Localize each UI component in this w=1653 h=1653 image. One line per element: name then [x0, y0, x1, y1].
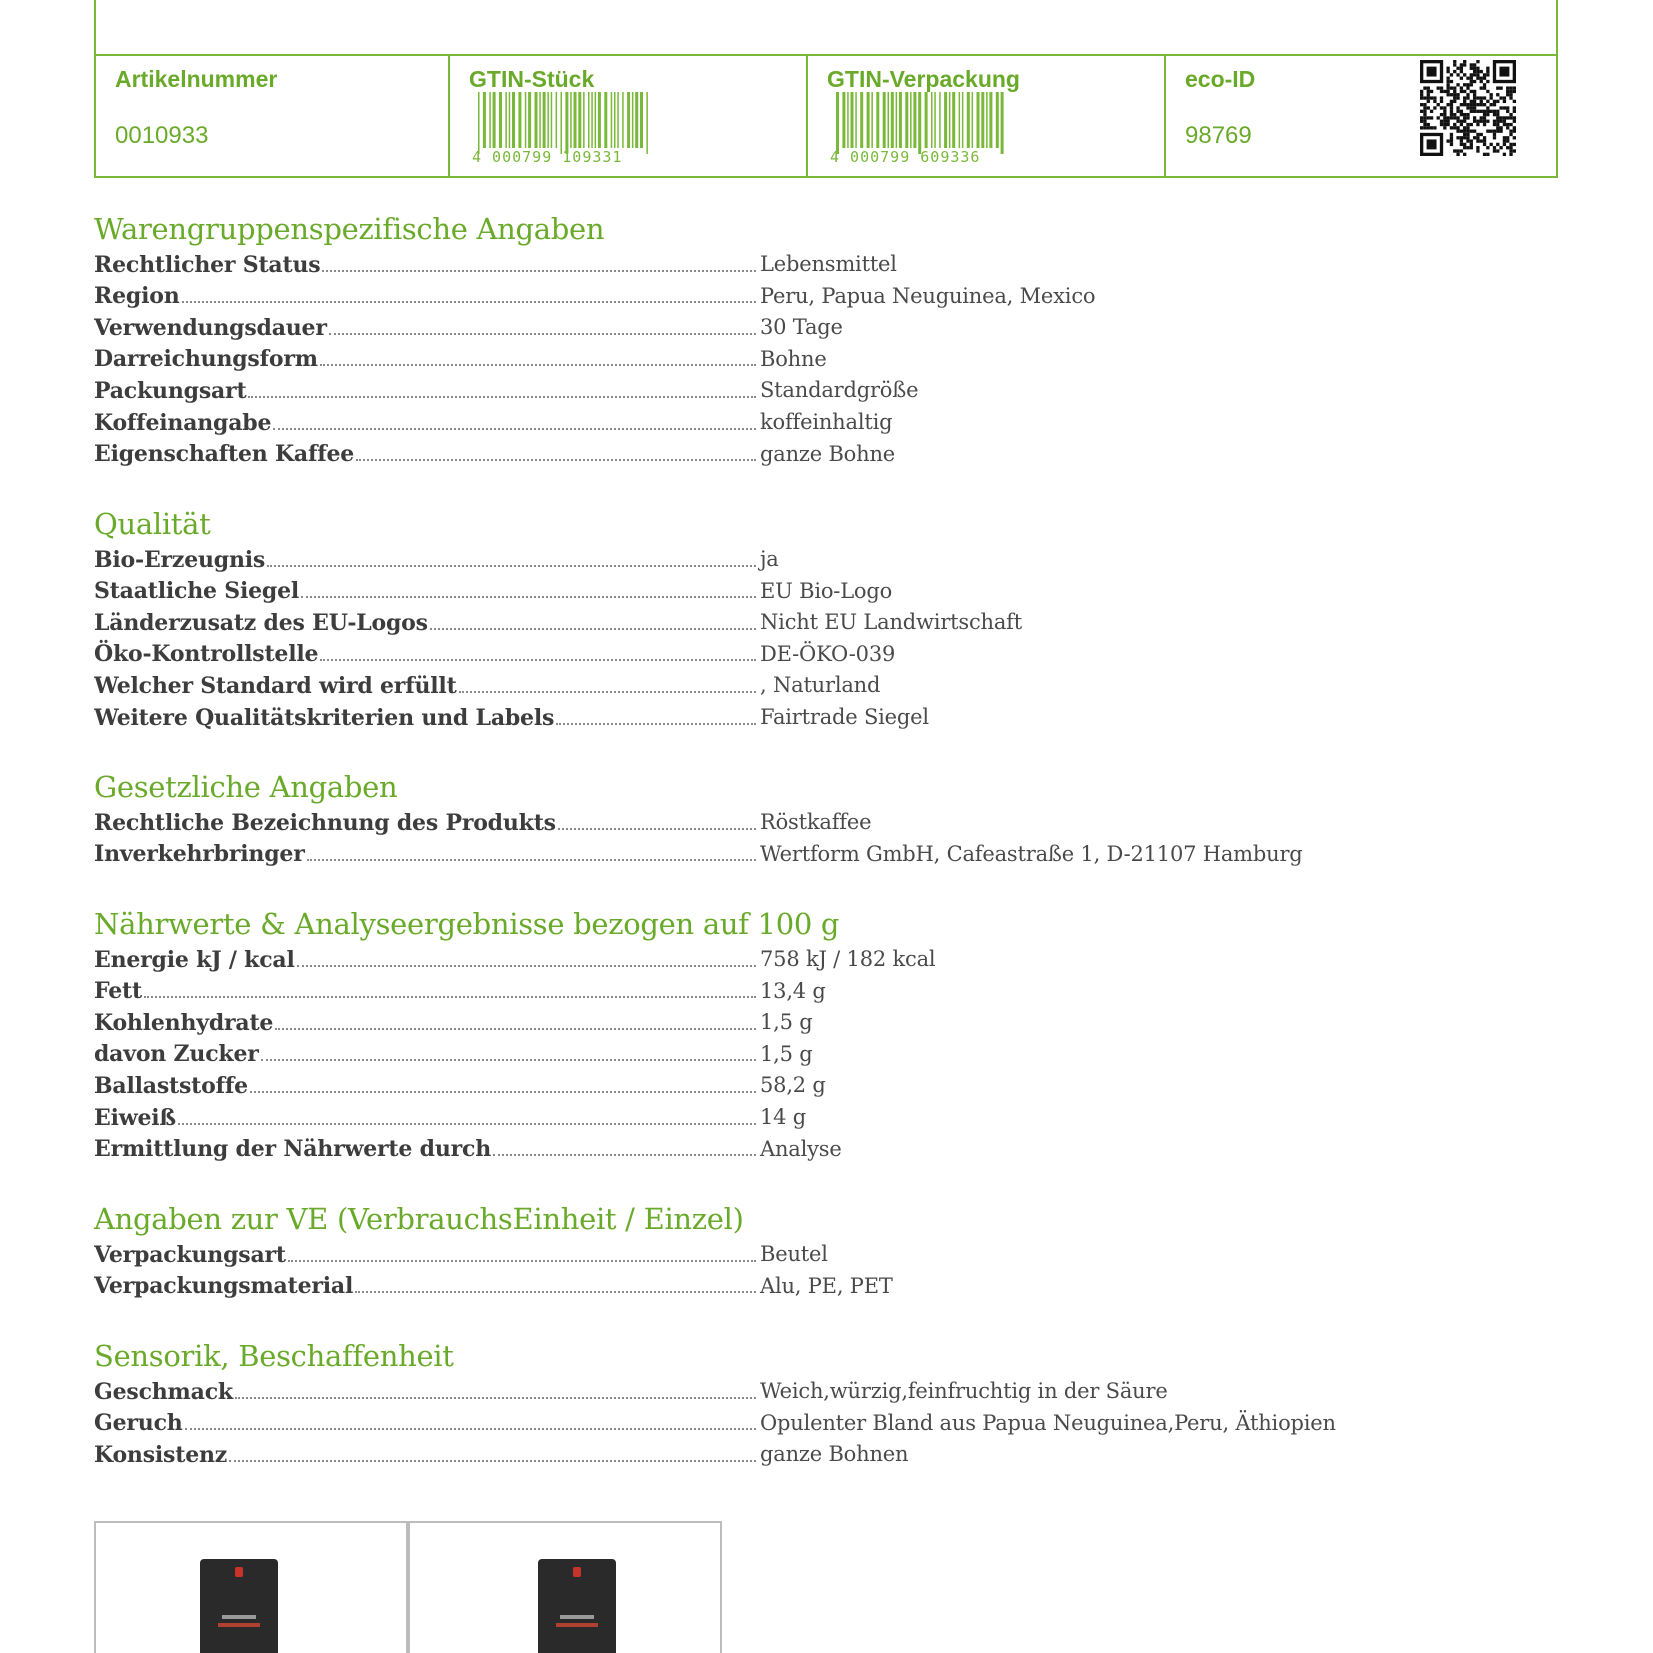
- spec-key: [94, 1004, 756, 1036]
- spec-value: 13,4 g: [760, 978, 826, 1003]
- spec-value: , Naturland: [760, 673, 881, 698]
- spec-key: [94, 1036, 756, 1068]
- spec-key-label: Rechtlicher Status: [94, 251, 321, 278]
- dot-leader: [144, 996, 756, 998]
- dot-leader: [320, 659, 756, 661]
- dot-leader: [493, 1154, 756, 1156]
- dot-leader: [267, 565, 756, 567]
- spec-key: [94, 1131, 756, 1163]
- dot-leader: [355, 1291, 756, 1293]
- dot-leader: [250, 1091, 756, 1093]
- spec-key: [94, 836, 756, 868]
- spec-value: 14 g: [760, 1104, 807, 1129]
- spec-key-label: Bio-Erzeugnis: [94, 546, 266, 573]
- spec-row: [94, 636, 1494, 668]
- gtin-piece-barcode: [472, 92, 652, 164]
- spec-key-label: Geruch: [94, 1410, 183, 1437]
- dot-leader: [288, 1260, 756, 1262]
- spec-row: [94, 1405, 1494, 1437]
- spec-value: 1,5 g: [760, 1010, 813, 1035]
- spec-key-label: Ballaststoffe: [94, 1072, 248, 1099]
- spec-value: DE-ÖKO-039: [760, 641, 896, 666]
- spec-key-label: Länderzusatz des EU-Logos: [94, 609, 428, 636]
- spec-row: [94, 667, 1494, 699]
- spec-row: [94, 404, 1494, 436]
- spec-row: [94, 1268, 1494, 1300]
- spec-value: Wertform GmbH, Cafeastraße 1, D-21107 Hamburg: [760, 841, 1303, 866]
- dot-leader: [248, 396, 756, 398]
- spec-row: [94, 836, 1494, 868]
- gtin-package-cell: [806, 56, 1166, 176]
- dot-leader: [178, 1123, 756, 1125]
- dot-leader: [356, 459, 756, 461]
- dot-leader: [307, 859, 756, 861]
- section-quality: [94, 507, 1494, 731]
- gtin-package-label: GTIN-Verpackung: [827, 66, 1020, 92]
- spec-key: [94, 436, 756, 468]
- spec-key-label: Energie kJ / kcal: [94, 946, 295, 973]
- section-nutrition: [94, 907, 1494, 1162]
- spec-row: [94, 246, 1494, 278]
- spec-key: [94, 636, 756, 668]
- qr-code-icon: [1420, 60, 1516, 156]
- section-product-group: [94, 212, 1494, 467]
- spec-key-label: Verwendungsdauer: [94, 314, 327, 341]
- dot-leader: [229, 1460, 756, 1462]
- spec-key-label: Eigenschaften Kaffee: [94, 441, 355, 468]
- spec-key-label: Packungsart: [94, 377, 247, 404]
- spec-key: [94, 1405, 756, 1437]
- spec-value: 758 kJ / 182 kcal: [760, 947, 936, 971]
- spec-key: [94, 699, 756, 731]
- spec-key-label: Staatliche Siegel: [94, 578, 300, 605]
- spec-key: [94, 941, 756, 973]
- section-title: Gesetzliche Angaben: [94, 770, 398, 804]
- spec-row: [94, 541, 1494, 573]
- spec-row: [94, 1236, 1494, 1268]
- article-number-label: Artikelnummer: [115, 66, 278, 92]
- spec-row: [94, 309, 1494, 341]
- spec-row: [94, 278, 1494, 310]
- spec-value: ganze Bohnen: [760, 1442, 909, 1467]
- spec-row: [94, 699, 1494, 731]
- spec-row: [94, 341, 1494, 373]
- dot-leader: [329, 333, 756, 335]
- coffee-bag-image: [538, 1559, 616, 1653]
- spec-row: [94, 604, 1494, 636]
- spec-key-label: Inverkehrbringer: [94, 841, 305, 868]
- spec-row: [94, 1099, 1494, 1131]
- article-number-cell: [96, 56, 450, 176]
- gtin-piece-label: GTIN-Stück: [469, 66, 595, 92]
- spec-row: [94, 1131, 1494, 1163]
- spec-key: [94, 1268, 756, 1300]
- spec-value: Röstkaffee: [760, 810, 872, 834]
- spec-row: [94, 941, 1494, 973]
- spec-key: [94, 278, 756, 310]
- spec-value: koffeinhaltig: [760, 409, 893, 434]
- spec-key: [94, 973, 756, 1005]
- section-title: Qualität: [94, 507, 211, 541]
- gtin-package-barcode: [830, 92, 1010, 164]
- spec-key: [94, 1067, 756, 1099]
- coffee-bag-image: [200, 1559, 278, 1653]
- section-sensory: [94, 1339, 1494, 1468]
- dot-leader: [275, 1028, 756, 1030]
- spec-value: Bohne: [760, 346, 827, 371]
- spec-key: [94, 246, 756, 278]
- product-id-box: [94, 0, 1558, 178]
- spec-value: Alu, PE, PET: [760, 1273, 893, 1298]
- spec-key: [94, 372, 756, 404]
- product-image-2: [408, 1521, 722, 1653]
- dot-leader: [322, 270, 756, 272]
- dot-leader: [556, 723, 756, 725]
- spec-value: 30 Tage: [760, 315, 843, 340]
- spec-key-label: Weitere Qualitätskriterien und Labels: [94, 704, 555, 731]
- product-image-1: [94, 1521, 408, 1653]
- spec-key-label: Ermittlung der Nährwerte durch: [94, 1136, 491, 1163]
- spec-row: [94, 436, 1494, 468]
- spec-key-label: Welcher Standard wird erfüllt: [94, 672, 457, 699]
- spec-row: [94, 1067, 1494, 1099]
- spec-value: Opulenter Bland aus Papua Neuguinea,Peru, Äthiopien: [760, 1410, 1336, 1435]
- eco-id-label: eco-ID: [1185, 66, 1256, 92]
- spec-value: Standardgröße: [760, 378, 919, 403]
- spec-value: Nicht EU Landwirtschaft: [760, 610, 1022, 635]
- eco-id-value: 98769: [1185, 122, 1252, 149]
- spec-value: 1,5 g: [760, 1041, 813, 1066]
- spec-row: [94, 1036, 1494, 1068]
- spec-key: [94, 404, 756, 436]
- spec-row: [94, 372, 1494, 404]
- dot-leader: [185, 1428, 756, 1430]
- gtin-package-number: 4 000799 609336: [830, 148, 981, 164]
- dot-leader: [558, 828, 756, 830]
- spec-key: [94, 541, 756, 573]
- section-title: Warengruppenspezifische Angaben: [94, 212, 605, 246]
- dot-leader: [320, 364, 756, 366]
- spec-value: ja: [760, 547, 779, 571]
- spec-value: Weich,würzig,feinfruchtig in der Säure: [760, 1379, 1168, 1403]
- spec-key-label: Region: [94, 283, 180, 310]
- dot-leader: [182, 301, 757, 303]
- spec-key-label: Eiweiß: [94, 1104, 176, 1131]
- section-title: Angaben zur VE (VerbrauchsEinheit / Einzel): [94, 1202, 744, 1236]
- spec-key-label: Rechtliche Bezeichnung des Produkts: [94, 809, 556, 836]
- spec-key: [94, 804, 756, 836]
- spec-row: [94, 1004, 1494, 1036]
- spec-value: Beutel: [760, 1242, 828, 1266]
- spec-value: Peru, Papua Neuguinea, Mexico: [760, 283, 1096, 308]
- dot-leader: [430, 628, 756, 630]
- dot-leader: [273, 428, 756, 430]
- spec-key: [94, 667, 756, 699]
- spec-key-label: Koffeinangabe: [94, 409, 272, 436]
- section-title: Sensorik, Beschaffenheit: [94, 1339, 454, 1373]
- spec-row: [94, 1373, 1494, 1405]
- spec-key-label: Verpackungsart: [94, 1241, 286, 1268]
- spec-key: [94, 1373, 756, 1405]
- spec-key-label: Fett: [94, 978, 142, 1005]
- dot-leader: [261, 1059, 756, 1061]
- spec-value: 58,2 g: [760, 1073, 826, 1098]
- spec-row: [94, 1436, 1494, 1468]
- dot-leader: [301, 596, 756, 598]
- spec-key-label: Kohlenhydrate: [94, 1009, 274, 1036]
- eco-id-cell: [1164, 56, 1558, 176]
- spec-row: [94, 973, 1494, 1005]
- gtin-piece-number: 4 000799 109331: [472, 148, 623, 164]
- article-number-value: 0010933: [115, 122, 209, 149]
- spec-key: [94, 604, 756, 636]
- spec-key-label: Darreichungsform: [94, 346, 318, 373]
- spec-key: [94, 341, 756, 373]
- spec-key-label: Geschmack: [94, 1378, 233, 1405]
- spec-key: [94, 309, 756, 341]
- spec-value: Lebensmittel: [760, 252, 897, 276]
- spec-row: [94, 804, 1494, 836]
- dot-leader: [235, 1397, 756, 1399]
- spec-key-label: davon Zucker: [94, 1041, 259, 1068]
- dot-leader: [297, 965, 756, 967]
- spec-row: [94, 573, 1494, 605]
- spec-key-label: Verpackungsmaterial: [94, 1273, 354, 1300]
- spec-value: Analyse: [760, 1136, 842, 1161]
- section-packaging: [94, 1202, 1494, 1299]
- spec-value: ganze Bohne: [760, 441, 896, 466]
- gtin-piece-cell: [448, 56, 808, 176]
- spec-key: [94, 1099, 756, 1131]
- spec-key-label: Konsistenz: [94, 1441, 228, 1468]
- spec-key-label: Öko-Kontrollstelle: [94, 641, 319, 668]
- spec-key: [94, 1236, 756, 1268]
- spec-value: Fairtrade Siegel: [760, 704, 929, 729]
- spec-key: [94, 1436, 756, 1468]
- spec-value: EU Bio-Logo: [760, 578, 893, 603]
- section-legal: [94, 770, 1494, 867]
- section-title: Nährwerte & Analyseergebnisse bezogen auf 100 g: [94, 907, 840, 941]
- spec-key: [94, 573, 756, 605]
- dot-leader: [459, 691, 756, 693]
